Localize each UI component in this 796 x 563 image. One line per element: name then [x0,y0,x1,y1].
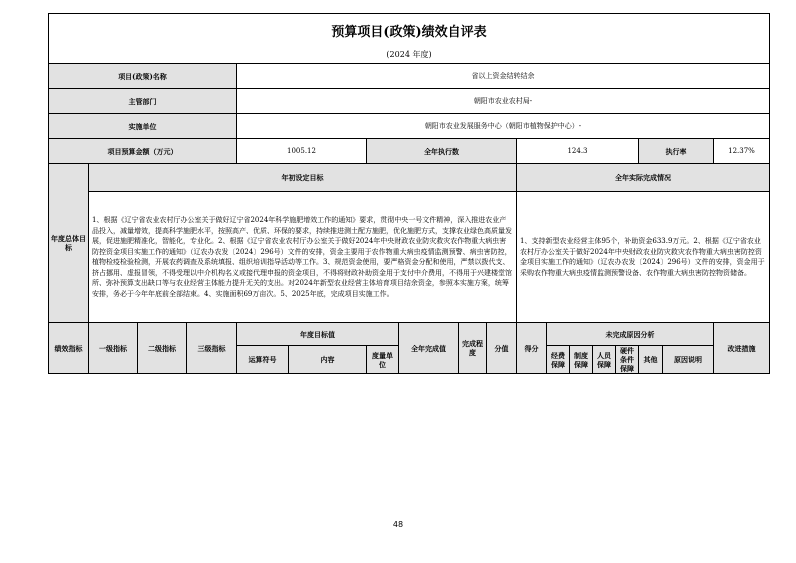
evaluation-table [48,13,770,374]
full-score-header: 分值 [487,323,517,374]
reason-note-header: 原因说明 [663,346,714,374]
unit-value: 朝阳市农业发展服务中心（朝阳市植物保护中心）- [237,114,770,139]
form-year: (2024 年度) [49,46,770,64]
operator-header: 运算符号 [237,346,289,374]
funding-reason-header: 经费保障 [547,346,570,374]
rate-label: 执行率 [639,139,714,164]
project-name-label: 项目(政策)名称 [49,64,237,89]
level3-header: 三级指标 [187,323,237,374]
reason-analysis-header: 未完成原因分析 [547,323,714,346]
set-goal-text: 1、根据《辽宁省农业农村厅办公室关于做好辽宁省2024年科学施肥增效工作的通知》要求，贯彻中央一号文件精神，深入推进农业产品投入，减量增效，提高科学施肥水平，按照高产、优质、环保的要求，持续推进测土配方施肥，优化施肥方式，支撑农业绿色高质量发展，促进施肥精准化，智能化，专业化。2、根据《辽宁省农业农村厅办公室关于做好2024年中央财政农业防灾救灾农作物重大病虫害防控资金项目实施工作的通知》（辽农办农发〔2024〕296号）文件的安排，资金主要用于农作物重大病虫疫情监测预警、病虫害防控，植物检疫检验检测，开展农药调查及系统填报、组织培训指导活动等工作。3、规范资金使用，要严格资金分配和使用，严禁以拨代支、挤占挪用、虚报冒领，不得受理以中介机构名义或接代理申报的资金项目，不得将财政补助资金用于支付中介费用，不得用于兴建楼堂馆所、弥补预算支出缺口等与农业经营主体能力提升无关的支出。对2024年新型农业经营主体培育项目结余资金，参照本实施方案，统筹安排，务必于今年年底前全部结束。4、实施面积69万亩次。5、2025年底，完成项目实施工作。 [89,192,517,323]
completion-header: 完成程度 [459,323,487,374]
unit-header: 度量单位 [367,346,399,374]
unit-label: 实施单位 [49,114,237,139]
improve-header: 改进措施 [714,323,770,374]
form-title: 预算项目(政策)绩效自评表 [49,14,770,47]
self-evaluation-sheet [48,13,765,374]
content-header: 内容 [289,346,367,374]
hardware-reason-header: 硬件条件保障 [616,346,639,374]
score-header: 得分 [517,323,547,374]
exec-label: 全年执行数 [367,139,517,164]
department-label: 主管部门 [49,89,237,114]
system-reason-header: 制度保障 [570,346,593,374]
actual-completion-text: 1、支持新型农业经营主体95个，补助资金633.9万元。2、根据《辽宁省农业农村厅办公室关于做好2024年中央财政农业防灾救灾农作物重大病虫害防控资金项目实施工作的通知》（辽农办农发〔2024〕296号）文件的安排，资金用于采购农作物重大病虫疫情监测预警设备、农作物重大病虫害防控物资储备。 [517,192,770,323]
other-reason-header: 其他 [639,346,663,374]
budget-label: 项目预算金额（万元） [49,139,237,164]
perf-indicator-header: 绩效指标 [49,323,89,374]
department-value: 朝阳市农业农村局- [237,89,770,114]
budget-value: 1005.12 [237,139,367,164]
staff-reason-header: 人员保障 [593,346,616,374]
target-value-header: 年度目标值 [237,323,399,346]
project-name-value: 省以上资金结转结余 [237,64,770,89]
actual-completion-header: 全年实际完成情况 [517,164,770,192]
actual-value-header: 全年完成值 [399,323,459,374]
rate-value: 12.37% [714,139,770,164]
exec-value: 124.3 [517,139,639,164]
set-goal-header: 年初设定目标 [89,164,517,192]
annual-goal-label: 年度总体目标 [49,164,89,323]
page-number: 48 [392,520,404,529]
level1-header: 一级指标 [89,323,138,374]
level2-header: 二级指标 [138,323,187,374]
